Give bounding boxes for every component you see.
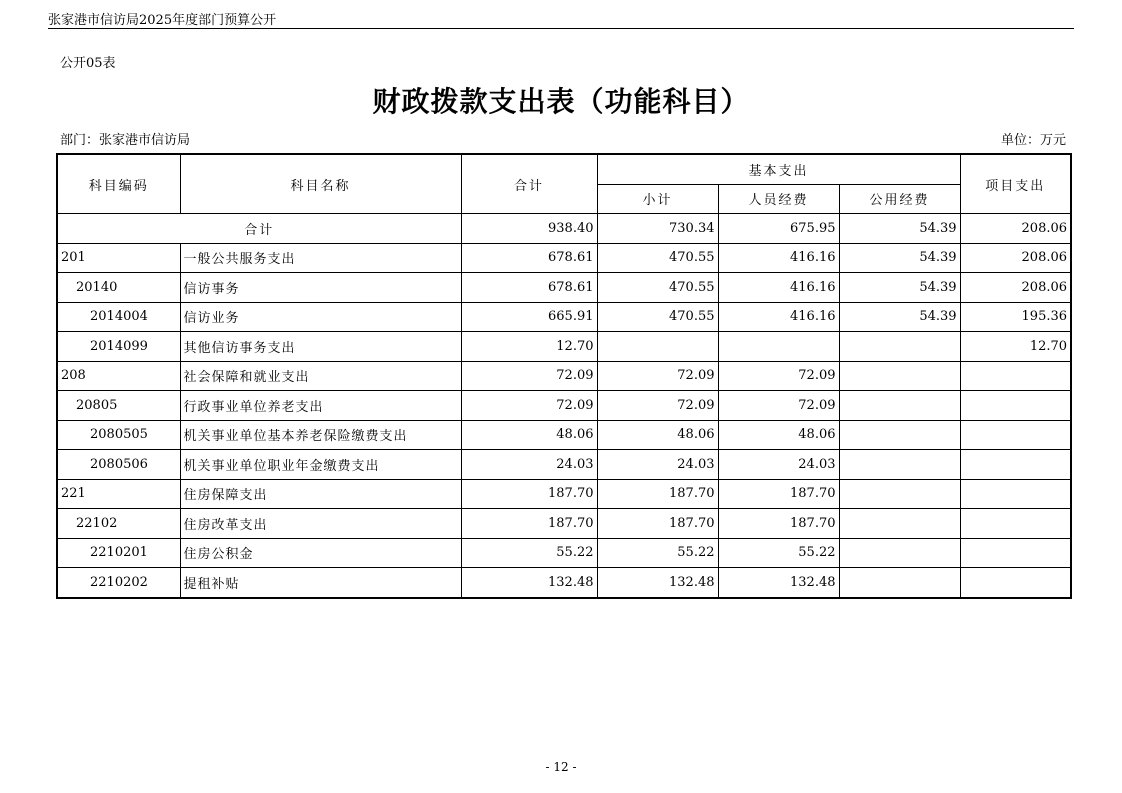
row-total: 187.70 xyxy=(461,509,597,539)
row-total: 55.22 xyxy=(461,538,597,568)
row-personnel: 55.22 xyxy=(718,538,839,568)
row-subtotal: 24.03 xyxy=(597,450,718,480)
table-row xyxy=(57,420,1071,450)
row-public xyxy=(839,420,960,450)
table-row xyxy=(57,509,1071,539)
row-project: 195.36 xyxy=(960,302,1071,332)
table-row xyxy=(57,391,1071,421)
row-public xyxy=(839,361,960,391)
header-rule xyxy=(48,28,1074,29)
row-project xyxy=(960,479,1071,509)
row-total: 678.61 xyxy=(461,243,597,273)
total-subtotal: 730.34 xyxy=(597,214,718,244)
row-personnel: 416.16 xyxy=(718,302,839,332)
total-project: 208.06 xyxy=(960,214,1071,244)
page-number: - 12 - xyxy=(545,760,577,774)
row-personnel: 416.16 xyxy=(718,243,839,273)
row-name: 信访业务 xyxy=(180,302,461,332)
table-row xyxy=(57,450,1071,480)
table-row xyxy=(57,568,1071,598)
row-personnel: 72.09 xyxy=(718,361,839,391)
total-label: 合计 xyxy=(57,214,461,244)
row-code: 2210202 xyxy=(57,568,180,598)
row-project xyxy=(960,420,1071,450)
row-code: 2014004 xyxy=(57,302,180,332)
row-subtotal: 470.55 xyxy=(597,273,718,303)
unit-label: 单位：万元 xyxy=(1000,133,1066,148)
row-personnel: 187.70 xyxy=(718,509,839,539)
total-total: 938.40 xyxy=(461,214,597,244)
row-personnel: 24.03 xyxy=(718,450,839,480)
row-code: 20805 xyxy=(57,391,180,421)
row-project xyxy=(960,391,1071,421)
row-total: 72.09 xyxy=(461,361,597,391)
row-total: 665.91 xyxy=(461,302,597,332)
row-public xyxy=(839,479,960,509)
row-public xyxy=(839,391,960,421)
header-public: 公用经费 xyxy=(839,184,960,214)
row-personnel xyxy=(718,332,839,362)
row-project: 208.06 xyxy=(960,273,1071,303)
table-header xyxy=(57,154,1071,214)
row-name: 住房公积金 xyxy=(180,538,461,568)
row-public xyxy=(839,538,960,568)
row-name: 机关事业单位基本养老保险缴费支出 xyxy=(180,420,461,450)
row-code: 201 xyxy=(57,243,180,273)
total-personnel: 675.95 xyxy=(718,214,839,244)
row-subtotal: 470.55 xyxy=(597,302,718,332)
row-personnel: 187.70 xyxy=(718,479,839,509)
row-subtotal: 187.70 xyxy=(597,509,718,539)
row-name: 住房改革支出 xyxy=(180,509,461,539)
header-basic: 基本支出 xyxy=(597,154,960,184)
row-project xyxy=(960,568,1071,598)
header-name: 科目名称 xyxy=(180,154,461,214)
row-personnel: 132.48 xyxy=(718,568,839,598)
row-personnel: 48.06 xyxy=(718,420,839,450)
row-code: 2080506 xyxy=(57,450,180,480)
row-name: 提租补贴 xyxy=(180,568,461,598)
row-subtotal: 187.70 xyxy=(597,479,718,509)
row-code: 2210201 xyxy=(57,538,180,568)
row-project: 208.06 xyxy=(960,243,1071,273)
header-personnel: 人员经费 xyxy=(718,184,839,214)
header-project: 项目支出 xyxy=(960,154,1071,214)
table-row xyxy=(57,302,1071,332)
row-name: 住房保障支出 xyxy=(180,479,461,509)
row-name: 行政事业单位养老支出 xyxy=(180,391,461,421)
row-subtotal: 72.09 xyxy=(597,361,718,391)
budget-table xyxy=(56,153,1072,599)
row-code: 221 xyxy=(57,479,180,509)
row-total: 678.61 xyxy=(461,273,597,303)
row-project xyxy=(960,509,1071,539)
row-project: 12.70 xyxy=(960,332,1071,362)
row-code: 2014099 xyxy=(57,332,180,362)
row-total: 72.09 xyxy=(461,391,597,421)
row-code: 22102 xyxy=(57,509,180,539)
total-row xyxy=(57,214,1071,244)
table-body xyxy=(57,214,1071,598)
row-code: 20140 xyxy=(57,273,180,303)
header-code: 科目编码 xyxy=(57,154,180,214)
row-total: 187.70 xyxy=(461,479,597,509)
table-code: 公开05表 xyxy=(60,56,116,71)
table-row xyxy=(57,361,1071,391)
table-row xyxy=(57,538,1071,568)
page-title: 财政拨款支出表（功能科目） xyxy=(372,85,750,118)
row-subtotal: 55.22 xyxy=(597,538,718,568)
row-subtotal: 132.48 xyxy=(597,568,718,598)
row-personnel: 72.09 xyxy=(718,391,839,421)
row-public xyxy=(839,568,960,598)
row-total: 132.48 xyxy=(461,568,597,598)
table-row xyxy=(57,332,1071,362)
row-name: 社会保障和就业支出 xyxy=(180,361,461,391)
row-personnel: 416.16 xyxy=(718,273,839,303)
table-row xyxy=(57,479,1071,509)
department-label: 部门：张家港市信访局 xyxy=(60,133,191,148)
row-name: 信访事务 xyxy=(180,273,461,303)
row-project xyxy=(960,450,1071,480)
row-project xyxy=(960,538,1071,568)
row-public xyxy=(839,332,960,362)
row-code: 2080505 xyxy=(57,420,180,450)
row-total: 12.70 xyxy=(461,332,597,362)
header-total: 合计 xyxy=(461,154,597,214)
row-total: 24.03 xyxy=(461,450,597,480)
running-header: 张家港市信访局2025年度部门预算公开 xyxy=(48,13,277,28)
row-public: 54.39 xyxy=(839,273,960,303)
row-name: 其他信访事务支出 xyxy=(180,332,461,362)
row-code: 208 xyxy=(57,361,180,391)
row-name: 一般公共服务支出 xyxy=(180,243,461,273)
table-row xyxy=(57,243,1071,273)
row-total: 48.06 xyxy=(461,420,597,450)
header-subtotal: 小计 xyxy=(597,184,718,214)
row-subtotal: 48.06 xyxy=(597,420,718,450)
row-public xyxy=(839,450,960,480)
table-row xyxy=(57,273,1071,303)
row-public: 54.39 xyxy=(839,243,960,273)
row-subtotal xyxy=(597,332,718,362)
row-subtotal: 72.09 xyxy=(597,391,718,421)
row-public xyxy=(839,509,960,539)
row-subtotal: 470.55 xyxy=(597,243,718,273)
row-public: 54.39 xyxy=(839,302,960,332)
row-name: 机关事业单位职业年金缴费支出 xyxy=(180,450,461,480)
row-project xyxy=(960,361,1071,391)
total-public: 54.39 xyxy=(839,214,960,244)
